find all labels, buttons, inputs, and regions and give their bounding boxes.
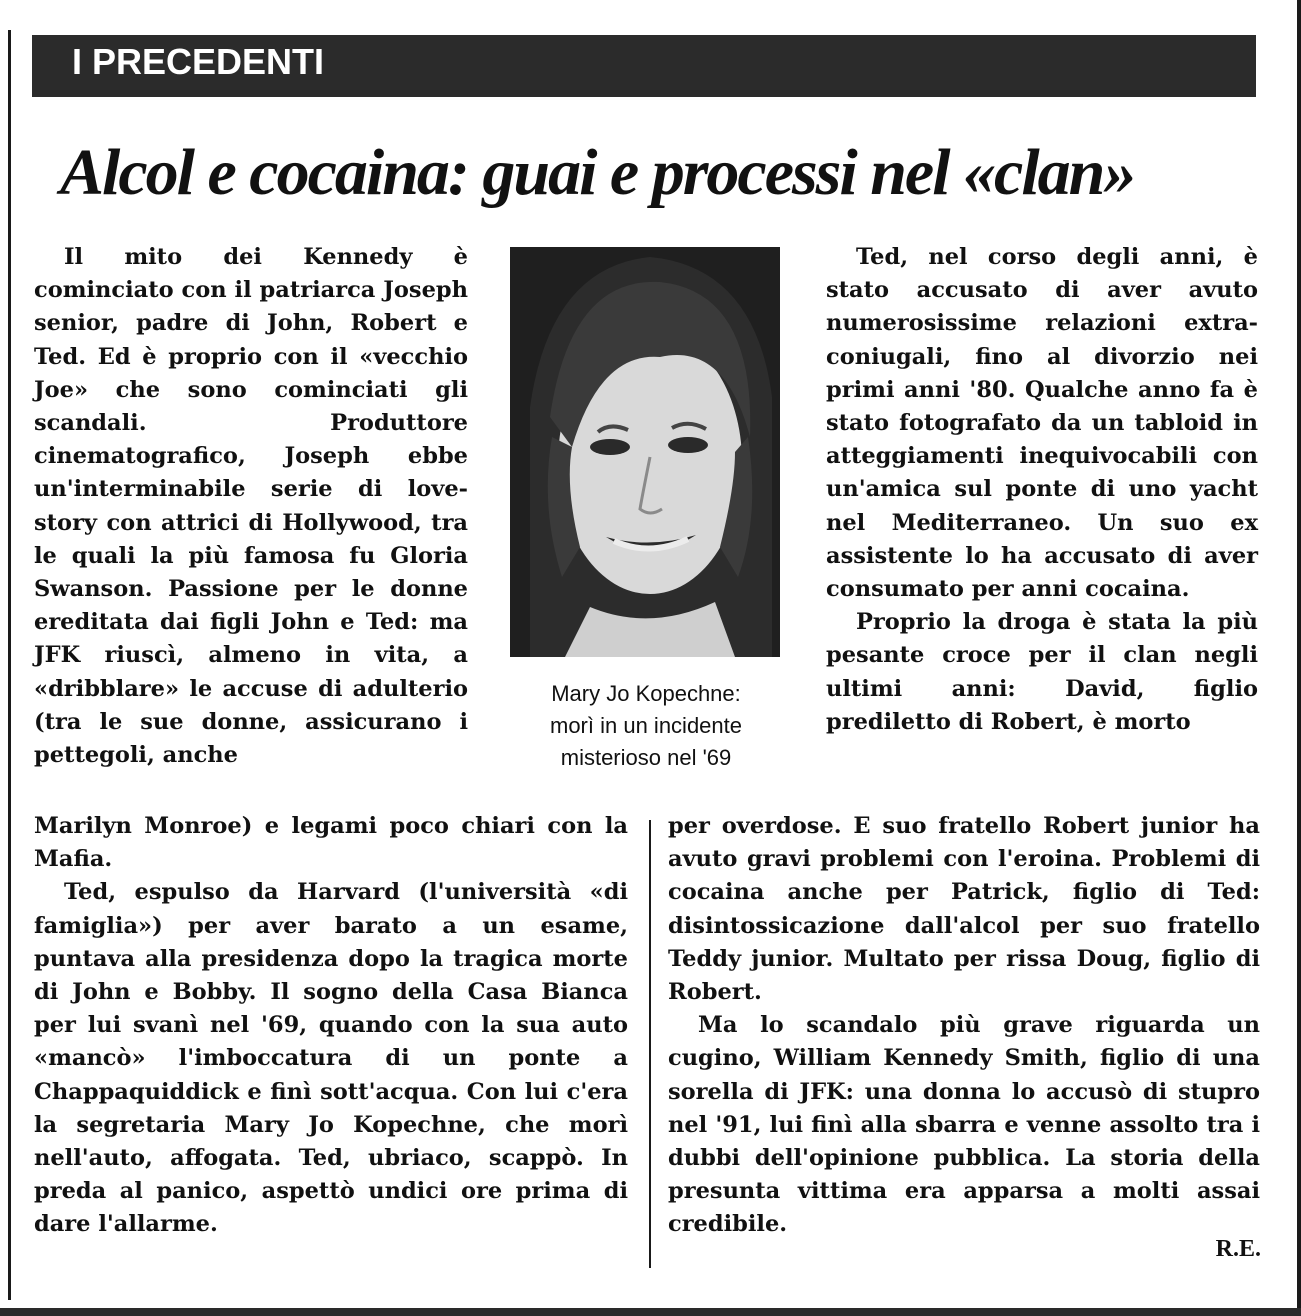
portrait-image (510, 247, 780, 657)
article-column-right-bottom (668, 810, 1260, 1242)
paragraph: per overdose. E suo fratello Robert junior ha avuto gravi problemi con l'eroina. Problemi di cocaina anche per Patrick, figlio di Ted: disintossicazione dall'alcol per suo fratello Teddy junior. Multato per rissa Doug, figlio di Robert. (668, 813, 1260, 1006)
author-signature: R.E. (1215, 1236, 1261, 1262)
article-column-right-top (826, 241, 1258, 739)
article-column-left-bottom (34, 810, 628, 1242)
caption-line: misterioso nel '69 (560, 745, 732, 770)
article-column-left-top (34, 241, 468, 772)
page-border-right (1297, 0, 1301, 1316)
section-label: I PRECEDENTI (72, 41, 325, 82)
paragraph: Proprio la droga è stata la più pesante croce per il clan negli ultimi anni: David, figlio prediletto di Robert, è morto (826, 609, 1258, 735)
portrait-photo (510, 247, 780, 657)
caption-line: morì in un incidente (550, 713, 742, 738)
photo-caption (498, 678, 794, 774)
paragraph: Ted, nel corso degli anni, è stato accusato di aver avuto numerosissime relazioni extra-coniugali, fino al divorzio nei primi anni '80. Qualche anno fa è stato fotografato da un tabloid in atteggiamenti inequivocabili con un'amica sul ponte di uno yacht nel Mediterraneo. Un suo ex assistente lo ha accusato di aver consumato per anni cocaina. (826, 244, 1258, 603)
page-border-left (8, 30, 11, 1300)
paragraph: Marilyn Monroe) e legami poco chiari con la Mafia. (34, 813, 628, 873)
paragraph: Ted, espulso da Harvard (l'università «di famiglia») per aver barato a un esame, puntava alla presidenza dopo la tragica morte di John e Bobby. Il sogno della Casa Bianca per lui svanì nel '69, quando con la sua auto «mancò» l'imboccatura di un ponte a Chappaquiddick e finì sott'acqua. Con lui c'era la segretaria Mary Jo Kopechne, che morì nell'auto, affogata. Ted, ubriaco, scappò. In preda al panico, aspettò undici ore prima di dare l'allarme. (34, 879, 628, 1238)
page-border-bottom (0, 1308, 1301, 1316)
paragraph: Ma lo scandalo più grave riguarda un cugino, William Kennedy Smith, figlio di una sorella di JFK: una donna lo accusò di stupro nel '91, lui finì alla sbarra e venne assolto tra i dubbi dell'opinione pubblica. La storia della presunta vittima era apparsa a molti assai credibile. (668, 1012, 1260, 1238)
article-headline: Alcol e cocaina: guai e processi nel «clan» (60, 136, 1135, 209)
caption-line: Mary Jo Kopechne: (551, 681, 741, 706)
paragraph: Il mito dei Kennedy è cominciato con il patriarca Joseph senior, padre di John, Robert e Ted. Ed è proprio con il «vecchio Joe» che sono cominciati gli scandali. Produttore cinematografico, Joseph ebbe un'interminabile serie di love-story con attrici di Hollywood, tra le quali la più famosa fu Gloria Swanson. Passione per le donne ereditata dai figli John e Ted: ma JFK riuscì, almeno in vita, a «dribblare» le accuse di adulterio (tra le sue donne, assicurano i pettegoli, anche (34, 244, 468, 769)
column-divider (649, 820, 651, 1268)
section-header-bar (32, 35, 1256, 97)
